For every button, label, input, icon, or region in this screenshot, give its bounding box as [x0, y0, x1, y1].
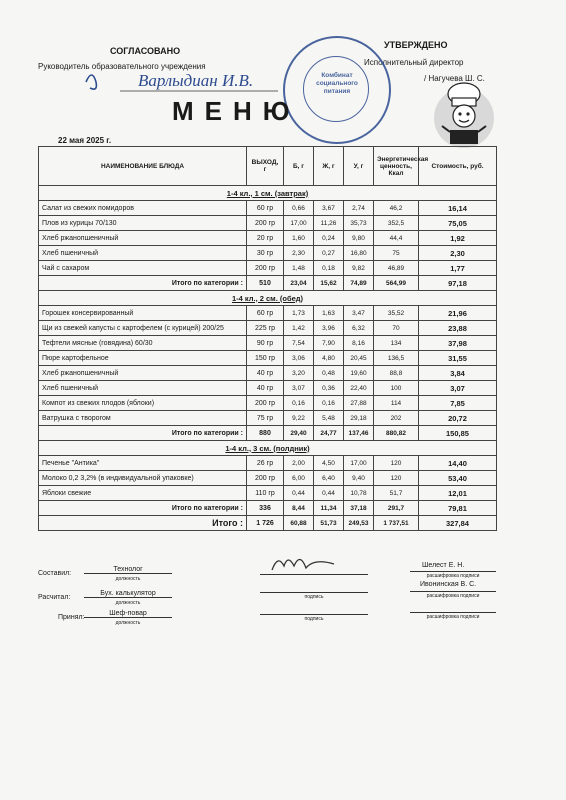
section-title-row [39, 291, 497, 306]
cell-u: 2,74 [344, 201, 374, 216]
cell-name: Яблоки свежие [39, 486, 247, 501]
cell-name: Хлеб пшеничный [39, 246, 247, 261]
table-row [39, 336, 497, 351]
cell-zh: 3,67 [314, 201, 344, 216]
cell-e: 44,4 [374, 231, 419, 246]
cell-p: 150,85 [419, 426, 497, 441]
table-row [39, 321, 497, 336]
cell-b: 3,20 [284, 366, 314, 381]
cell-u: 37,18 [344, 501, 374, 516]
cell-e: 70 [374, 321, 419, 336]
menu-table [38, 146, 497, 531]
cell-zh: 3,96 [314, 321, 344, 336]
footer-decode-line-2 [410, 591, 496, 592]
section-title: 1-4 кл., 3 см. (полдник) [39, 441, 497, 456]
table-row [39, 411, 497, 426]
cell-u: 74,89 [344, 276, 374, 291]
cell-zh: 6,40 [314, 471, 344, 486]
cell-out: 880 [247, 426, 284, 441]
table-row [39, 201, 497, 216]
cell-name: Салат из свежих помидоров [39, 201, 247, 216]
cell-p: 14,40 [419, 456, 497, 471]
cell-e: 114 [374, 396, 419, 411]
page-title: МЕНЮ [172, 96, 301, 126]
cell-name: Чай с сахаром [39, 261, 247, 276]
table-row [39, 381, 497, 396]
section-title: 1-4 кл., 1 см. (завтрак) [39, 186, 497, 201]
col-header-output: ВЫХОД, г [247, 147, 284, 186]
cell-p: 97,18 [419, 276, 497, 291]
cell-out: 225 гр [247, 321, 284, 336]
footer-decode-line-1 [410, 571, 496, 572]
footer-role-caption-2: должность [115, 600, 141, 606]
cell-out: 200 гр [247, 216, 284, 231]
footer-decode-caption-1: расшифровка подписи [426, 573, 480, 579]
cell-b: 0,66 [284, 201, 314, 216]
table-row [39, 306, 497, 321]
cell-b: 3,07 [284, 381, 314, 396]
cell-out: 150 гр [247, 351, 284, 366]
cell-e: 35,52 [374, 306, 419, 321]
cell-out: 20 гр [247, 231, 284, 246]
cell-e: 202 [374, 411, 419, 426]
handwritten-signature-left [82, 64, 278, 100]
footer-compiled-label: Составил: [38, 570, 72, 577]
col-header-protein: Б, г [284, 147, 314, 186]
cell-u: 20,45 [344, 351, 374, 366]
cell-p: 20,72 [419, 411, 497, 426]
cell-p: 3,07 [419, 381, 497, 396]
cell-out: 90 гр [247, 336, 284, 351]
cell-name: Щи из свежей капусты с картофелем (с курицей) 200/25 [39, 321, 247, 336]
footer-calculated-label: Расчитал: [38, 594, 71, 601]
cell-zh: 24,77 [314, 426, 344, 441]
col-header-fat: Ж, г [314, 147, 344, 186]
cell-b: 6,00 [284, 471, 314, 486]
cell-b: 60,88 [284, 516, 314, 531]
footer-compiled-name: Шелест Е. Н. [422, 562, 465, 569]
cell-out: 40 гр [247, 381, 284, 396]
table-row [39, 351, 497, 366]
stamp-center-text: Комбинат социального питания [316, 72, 358, 95]
cell-name: Хлеб пшеничный [39, 381, 247, 396]
cell-out: 75 гр [247, 411, 284, 426]
table-row [39, 396, 497, 411]
cell-e: 136,5 [374, 351, 419, 366]
cell-out: 200 гр [247, 396, 284, 411]
cell-u: 22,40 [344, 381, 374, 396]
cell-u: 8,16 [344, 336, 374, 351]
cell-p: 79,81 [419, 501, 497, 516]
cell-u: 9,82 [344, 261, 374, 276]
cell-p: 3,84 [419, 366, 497, 381]
category-total-row [39, 426, 497, 441]
approved-right-role: Исполнительный директор [364, 58, 464, 67]
cell-u: 10,78 [344, 486, 374, 501]
footer-role-caption-1: должность [115, 576, 141, 582]
cell-out: 40 гр [247, 366, 284, 381]
table-row [39, 486, 497, 501]
cell-p: 21,96 [419, 306, 497, 321]
cell-p: 31,55 [419, 351, 497, 366]
cell-zh: 7,90 [314, 336, 344, 351]
chef-mascot-logo [432, 80, 496, 152]
cell-out: 110 гр [247, 486, 284, 501]
footer-compiled-role: Технолог [84, 566, 172, 574]
cell-b: 1,48 [284, 261, 314, 276]
cell-zh: 4,80 [314, 351, 344, 366]
cell-name: Тефтели мясные (говядина) 60/30 [39, 336, 247, 351]
cell-out: 30 гр [247, 246, 284, 261]
footer-decode-line-3 [410, 612, 496, 613]
approved-right-title: УТВЕРЖДЕНО [384, 40, 448, 50]
cell-b: 8,44 [284, 501, 314, 516]
cell-b: 9,22 [284, 411, 314, 426]
footer-decode-caption-2: расшифровка подписи [426, 593, 480, 599]
cell-p: 1,77 [419, 261, 497, 276]
cell-u: 16,80 [344, 246, 374, 261]
footer-signature-line-1 [260, 574, 368, 575]
footer-decode-caption-3: расшифровка подписи [426, 614, 480, 620]
cell-e: 564,99 [374, 276, 419, 291]
cell-out: 26 гр [247, 456, 284, 471]
cell-out: 200 гр [247, 471, 284, 486]
cell-e: 51,7 [374, 486, 419, 501]
cell-zh: 0,24 [314, 231, 344, 246]
cell-b: 2,30 [284, 246, 314, 261]
section-title-row [39, 186, 497, 201]
cell-u: 29,18 [344, 411, 374, 426]
table-row [39, 246, 497, 261]
col-header-price: Стоимость, руб. [419, 147, 497, 186]
section-title-row [39, 441, 497, 456]
cell-p: 53,40 [419, 471, 497, 486]
footer-signature-caption-3: подпись [304, 616, 324, 622]
cell-out: 60 гр [247, 306, 284, 321]
cell-u: 137,46 [344, 426, 374, 441]
cell-u: 3,47 [344, 306, 374, 321]
cell-out: 1 726 [247, 516, 284, 531]
cell-b: 17,00 [284, 216, 314, 231]
cell-zh: 4,50 [314, 456, 344, 471]
table-row [39, 261, 497, 276]
cell-e: 134 [374, 336, 419, 351]
footer-signature-caption-2: подпись [304, 594, 324, 600]
cell-name: Ватрушка с творогом [39, 411, 247, 426]
cell-e: 120 [374, 456, 419, 471]
footer-signature-line-2 [260, 592, 368, 593]
cell-zh: 0,44 [314, 486, 344, 501]
table-row [39, 471, 497, 486]
table-row [39, 216, 497, 231]
category-total-row [39, 276, 497, 291]
cell-u: 9,40 [344, 471, 374, 486]
table-row [39, 366, 497, 381]
cell-name: Итого по категории : [39, 276, 247, 291]
cell-zh: 11,34 [314, 501, 344, 516]
approved-left-title: СОГЛАСОВАНО [110, 46, 181, 56]
cell-e: 75 [374, 246, 419, 261]
cell-e: 291,7 [374, 501, 419, 516]
footer-accepted-role: Шеф-повар [84, 610, 172, 618]
cell-e: 1 737,51 [374, 516, 419, 531]
cell-p: 12,01 [419, 486, 497, 501]
section-title: 1-4 кл., 2 см. (обед) [39, 291, 497, 306]
cell-zh: 0,48 [314, 366, 344, 381]
cell-b: 2,00 [284, 456, 314, 471]
cell-out: 200 гр [247, 261, 284, 276]
cell-e: 120 [374, 471, 419, 486]
cell-out: 60 гр [247, 201, 284, 216]
menu-date: 22 мая 2025 г. [58, 136, 112, 145]
cell-name: Горошек консервированный [39, 306, 247, 321]
footer-role-caption-3: должность [115, 620, 141, 626]
cell-p: 1,92 [419, 231, 497, 246]
cell-zh: 0,36 [314, 381, 344, 396]
cell-p: 7,85 [419, 396, 497, 411]
cell-p: 37,98 [419, 336, 497, 351]
cell-u: 35,73 [344, 216, 374, 231]
cell-name: Хлеб ржанопшеничный [39, 231, 247, 246]
cell-p: 23,88 [419, 321, 497, 336]
organization-stamp [283, 36, 391, 144]
cell-u: 6,32 [344, 321, 374, 336]
cell-p: 75,05 [419, 216, 497, 231]
handwritten-signature-compiled [268, 552, 338, 576]
cell-b: 23,04 [284, 276, 314, 291]
cell-u: 249,53 [344, 516, 374, 531]
cell-zh: 15,62 [314, 276, 344, 291]
footer-calculated-name: Ивонинская В. С. [420, 581, 477, 588]
cell-e: 46,89 [374, 261, 419, 276]
cell-p: 327,84 [419, 516, 497, 531]
category-total-row [39, 501, 497, 516]
cell-name: Пюре картофельное [39, 351, 247, 366]
cell-e: 880,82 [374, 426, 419, 441]
cell-name: Плов из курицы 70/130 [39, 216, 247, 231]
cell-u: 17,00 [344, 456, 374, 471]
col-header-energy: Энергетическая ценность, Ккал [374, 147, 419, 186]
cell-u: 27,88 [344, 396, 374, 411]
cell-b: 1,73 [284, 306, 314, 321]
cell-zh: 1,63 [314, 306, 344, 321]
cell-name: Хлеб ржанопшеничный [39, 366, 247, 381]
table-header-row [39, 147, 497, 186]
cell-name: Итого : [39, 516, 247, 531]
approved-right-name: / Нагучева Ш. С. [424, 74, 485, 83]
cell-zh: 0,18 [314, 261, 344, 276]
table-row [39, 456, 497, 471]
menu-table-body [39, 186, 497, 531]
cell-b: 0,16 [284, 396, 314, 411]
approved-left-role: Руководитель образовательного учреждения [38, 62, 206, 71]
cell-e: 46,2 [374, 201, 419, 216]
table-row [39, 231, 497, 246]
cell-b: 3,06 [284, 351, 314, 366]
cell-b: 1,60 [284, 231, 314, 246]
cell-e: 100 [374, 381, 419, 396]
cell-out: 510 [247, 276, 284, 291]
cell-e: 352,5 [374, 216, 419, 231]
handwritten-name-left: Варлыдиан И.В. [138, 71, 254, 90]
cell-b: 7,54 [284, 336, 314, 351]
cell-zh: 0,27 [314, 246, 344, 261]
cell-name: Печенье "Антика" [39, 456, 247, 471]
cell-u: 19,60 [344, 366, 374, 381]
cell-name: Итого по категории : [39, 426, 247, 441]
footer-accepted-label: Принял: [58, 614, 85, 621]
cell-p: 16,14 [419, 201, 497, 216]
cell-name: Итого по категории : [39, 501, 247, 516]
cell-zh: 0,16 [314, 396, 344, 411]
cell-zh: 5,48 [314, 411, 344, 426]
cell-name: Молоко 0,2 3,2% (в индивидуальной упаковке) [39, 471, 247, 486]
footer-calculated-role: Бух. калькулятор [84, 590, 172, 598]
cell-u: 9,80 [344, 231, 374, 246]
cell-zh: 11,26 [314, 216, 344, 231]
col-header-carbs: У, г [344, 147, 374, 186]
grand-total-row [39, 516, 497, 531]
cell-out: 336 [247, 501, 284, 516]
cell-b: 1,42 [284, 321, 314, 336]
cell-zh: 51,73 [314, 516, 344, 531]
cell-b: 0,44 [284, 486, 314, 501]
cell-e: 88,8 [374, 366, 419, 381]
cell-p: 2,30 [419, 246, 497, 261]
cell-b: 29,40 [284, 426, 314, 441]
footer-signature-line-3 [260, 614, 368, 615]
col-header-name: НАИМЕНОВАНИЕ БЛЮДА [39, 147, 247, 186]
cell-name: Компот из свежих плодов (яблоки) [39, 396, 247, 411]
